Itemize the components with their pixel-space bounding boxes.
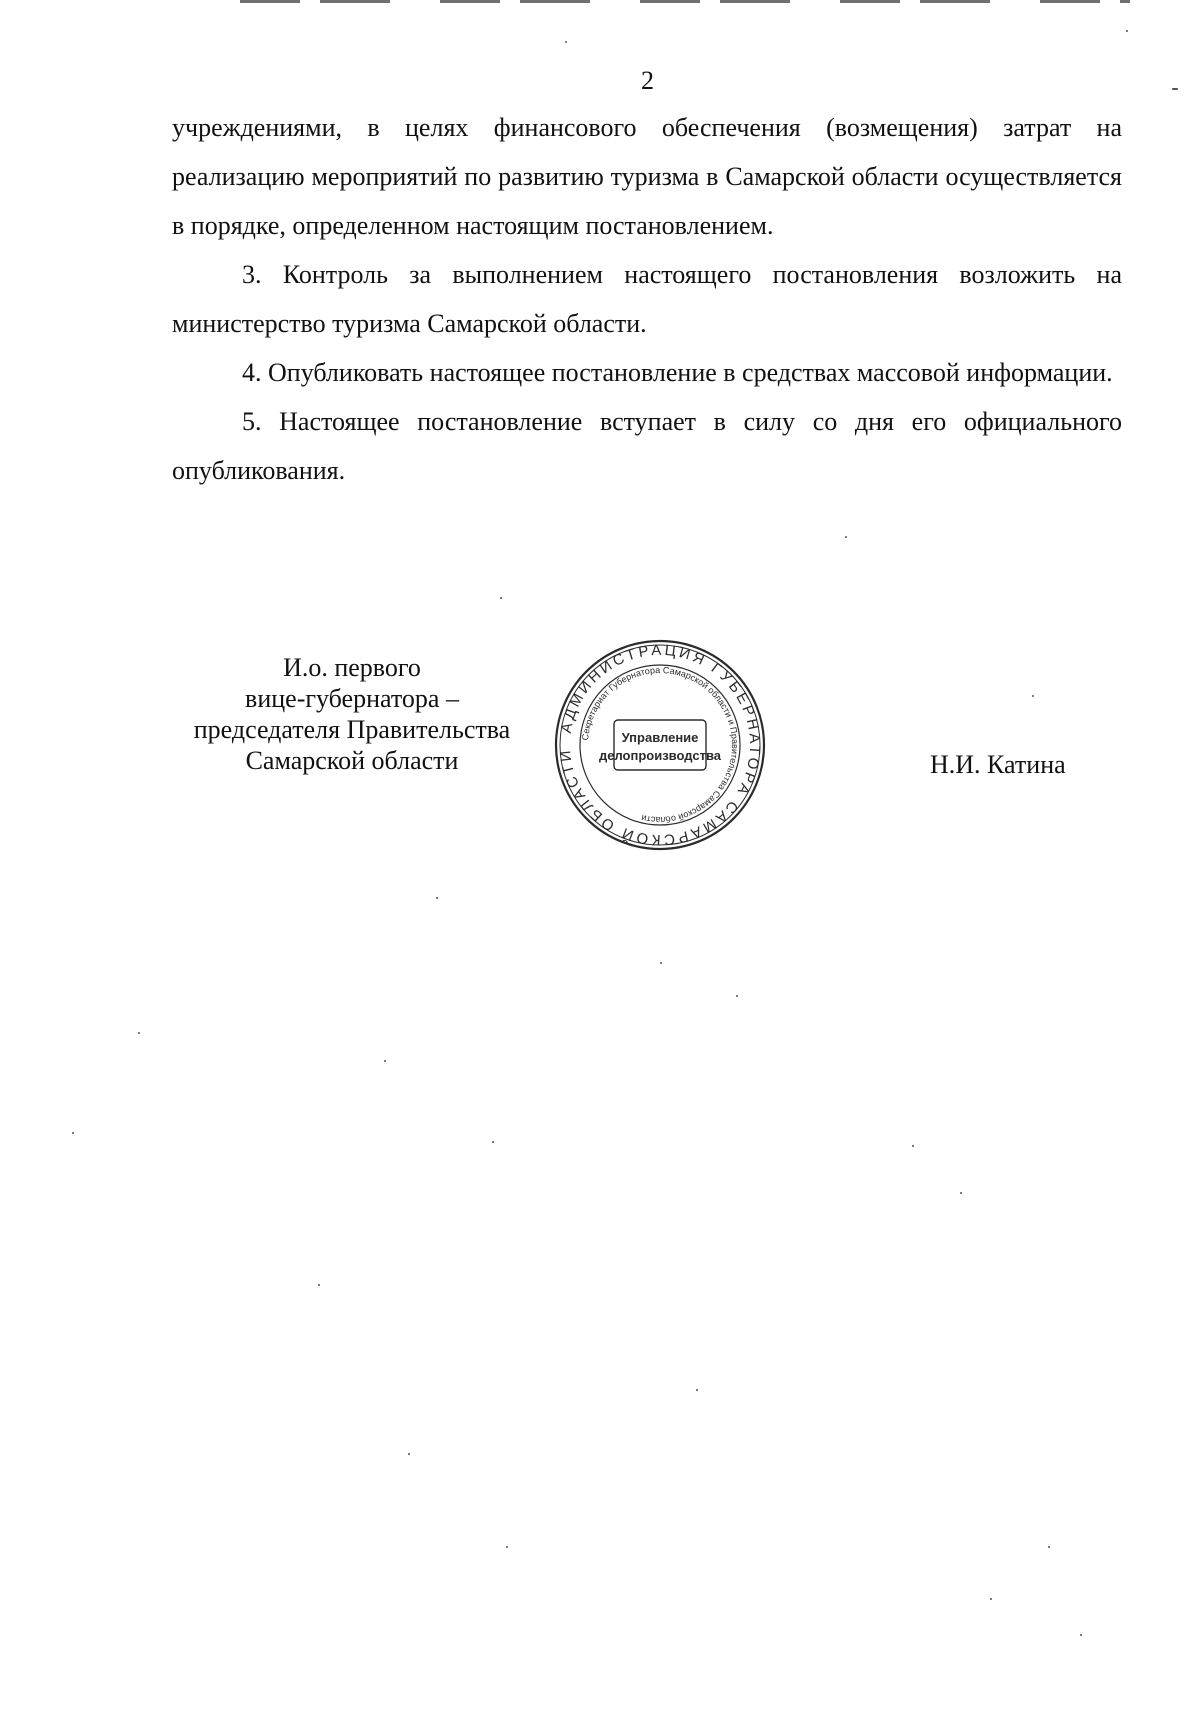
scan-speck [960, 1192, 962, 1194]
scan-speck [1048, 1546, 1050, 1548]
seal-center-line-2: делопроизводства [598, 748, 722, 763]
signatory-title-line: И.о. первого [283, 653, 421, 682]
scan-speck [506, 1546, 508, 1548]
official-seal-stamp [550, 630, 770, 860]
paragraph-continuation: учреждениями, в целях финансового обеспечения (возмещения) затрат на реализацию мероприятий по развитию туризма в Самарской области осуществляется в порядке, определенном настоящим постановлением. [172, 113, 1122, 240]
scan-speck [384, 1060, 386, 1062]
scan-speck [660, 962, 662, 964]
scan-speck [1080, 1634, 1082, 1636]
scan-speck [1172, 88, 1178, 90]
scan-speck [736, 995, 738, 997]
scan-speck [990, 1598, 992, 1600]
scan-speck [1032, 695, 1034, 697]
paragraph-item-5: 5. Настоящее постановление вступает в силу со дня его официального опубликования. [172, 407, 1122, 485]
signatory-title-line: Самарской области [245, 746, 459, 775]
scan-speck [912, 1145, 914, 1147]
signatory-title-line: председателя Правительства [193, 715, 511, 744]
signatory-name: Н.И. Катина [930, 750, 1066, 779]
scan-speck [138, 1032, 140, 1034]
scan-speck [492, 1141, 494, 1143]
scan-speck [696, 1389, 698, 1391]
signatory-title [172, 652, 532, 776]
seal-inner-text: Секретариат Губернатора Самарской области и Правительства Самарской области [580, 664, 741, 826]
paragraph-item-4: 4. Опубликовать настоящее постановление в средствах массовой информации. [242, 358, 1113, 387]
scan-speck [72, 1132, 74, 1134]
scan-speck [318, 1284, 320, 1286]
scan-speck [408, 1453, 410, 1455]
signatory-title-line: вице-губернатора – [245, 684, 459, 713]
top-scan-edge [240, 0, 1130, 3]
scan-speck [845, 536, 847, 538]
page-number: 2 [641, 66, 654, 95]
scan-speck [500, 597, 502, 599]
document-body [172, 103, 1122, 495]
scan-speck [565, 41, 567, 43]
scan-speck [436, 897, 438, 899]
paragraph-item-3: 3. Контроль за выполнением настоящего постановления возложить на министерство туризма Самарской области. [172, 260, 1122, 338]
seal-outer-text: АДМИНИСТРАЦИЯ ГУБЕРНАТОРА САМАРСКОЙ ОБЛАСТИ [556, 641, 764, 849]
scan-speck [1126, 30, 1128, 32]
seal-center-line-1: Управление [621, 730, 699, 745]
